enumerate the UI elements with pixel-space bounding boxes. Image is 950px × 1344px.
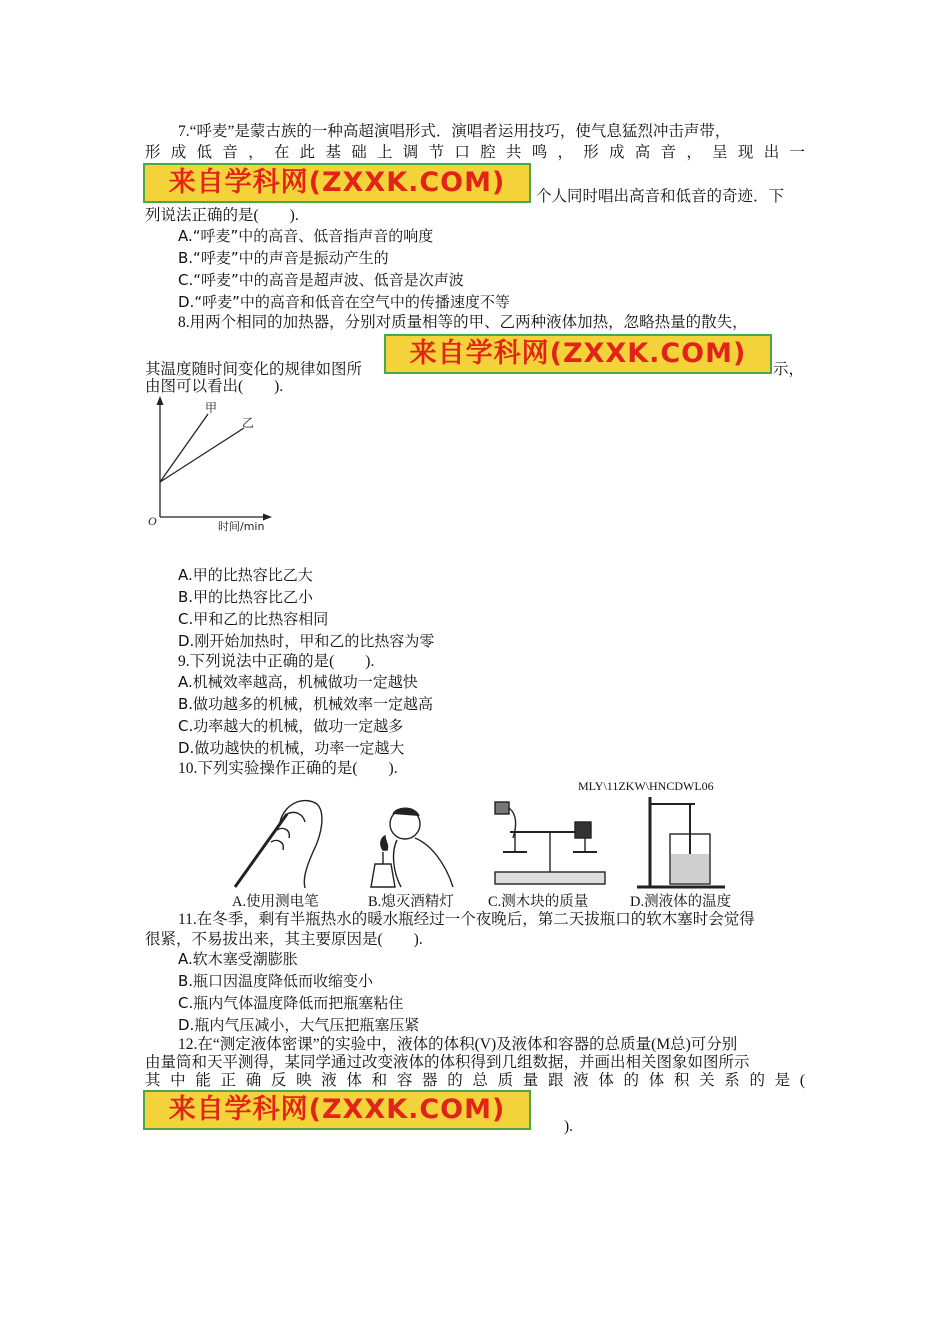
q8-option-d: D.刚开始加热时，甲和乙的比热容为零 [178, 632, 435, 650]
q11-option-b: B.瓶口因温度降低而收缩变小 [178, 972, 374, 990]
figure-c-balance [495, 802, 605, 884]
q11-option-c: C.瓶内气体温度降低而把瓶塞粘住 [178, 994, 404, 1012]
line-jia [160, 414, 208, 482]
q12-line-3: 其中能正确反映液体和容器的总质量跟液体的体积关系的是( [145, 1072, 805, 1089]
q7-option-a: A.“呼麦”中的高音、低音指声音的响度 [178, 227, 434, 245]
q7-option-d: D.“呼麦”中的高音和低音在空气中的传播速度不等 [178, 293, 510, 311]
line-yi [160, 428, 244, 482]
label-jia: 甲 [205, 401, 218, 415]
q8-line-1: 8.用两个相同的加热器，分别对质量相等的甲、乙两种液体加热，忽略热量的散失， [178, 314, 748, 331]
q7-option-b: B.“呼麦”中的声音是振动产生的 [178, 249, 389, 267]
q11-line-2: 很紧，不易拔出来，其主要原因是( ). [145, 931, 423, 948]
figure-b-alcohol-lamp [371, 808, 453, 887]
q11-option-a: A.软木塞受潮膨胀 [178, 950, 298, 968]
caption-c: C.测木块的质量 [488, 894, 589, 910]
q8-option-b: B.甲的比热容比乙小 [178, 588, 314, 606]
q8-line-2-tail: 示， [773, 361, 805, 378]
watermark-banner: 来自学科网(ZXXK.COM) [143, 1090, 531, 1130]
q12-line-4: ). [564, 1118, 574, 1135]
q12-line-2: 由量筒和天平测得，某同学通过改变液体的体积得到几组数据，并画出相关图象如图所示 [145, 1054, 750, 1071]
q7-option-c: C.“呼麦”中的高音是超声波、低音是次声波 [178, 271, 464, 289]
q9-option-c: C.功率越大的机械，做功一定越多 [178, 717, 404, 735]
figure-a-test-pen [235, 801, 322, 888]
experiment-figures [225, 792, 745, 892]
q7-line-1: 7.“呼麦”是蒙古族的一种高超演唱形式．演唱者运用技巧，使气息猛烈冲击声带， [178, 123, 731, 140]
q10-stem: 10.下列实验操作正确的是( ). [178, 760, 398, 777]
q8-line-2: 其温度随时间变化的规律如图所 [145, 361, 363, 378]
y-axis-arrow [157, 396, 164, 405]
q12-line-1: 12.在“测定液体密课”的实验中，液体的体积(V)及液体和容器的总质量(M总)可分别 [178, 1036, 738, 1053]
temperature-time-graph [140, 392, 290, 537]
q9-option-d: D.做功越快的机械，功率一定越大 [178, 739, 405, 757]
origin-label: O [148, 514, 157, 528]
caption-d: D.测液体的温度 [630, 894, 732, 910]
q9-option-b: B.做功越多的机械，机械效率一定越高 [178, 695, 434, 713]
watermark-banner: 来自学科网(ZXXK.COM) [143, 163, 531, 203]
watermark-banner: 来自学科网(ZXXK.COM) [384, 334, 772, 374]
q8-option-a: A.甲的比热容比乙大 [178, 566, 313, 584]
label-yi: 乙 [242, 416, 255, 430]
q8-option-c: C.甲和乙的比热容相同 [178, 610, 329, 628]
q9-stem: 9.下列说法中正确的是( ). [178, 653, 375, 670]
caption-a: A.使用测电笔 [232, 894, 319, 910]
q11-option-d: D.瓶内气压减小，大气压把瓶塞压紧 [178, 1016, 420, 1034]
figure-code: MLY\11ZKW\HNCDWL06 [578, 779, 714, 793]
figure-d-thermometer [637, 797, 725, 887]
q8-line-3: 由图可以看出( ). [145, 378, 284, 395]
caption-b: B.熄灭酒精灯 [368, 894, 454, 910]
q7-line-4: 列说法正确的是( ). [145, 207, 299, 224]
q7-line-2: 形成低音，在此基础上调节口腔共鸣，形成高音，呈现出一 [145, 144, 805, 161]
q11-line-1: 11.在冬季，剩有半瓶热水的暖水瓶经过一个夜晚后，第二天拔瓶口的软木塞时会觉得 [178, 911, 755, 928]
q9-option-a: A.机械效率越高，机械做功一定越快 [178, 673, 418, 691]
x-axis-label: 时间/min [218, 520, 265, 533]
q7-line-3: 个人同时唱出高音和低音的奇迹．下 [536, 188, 785, 205]
